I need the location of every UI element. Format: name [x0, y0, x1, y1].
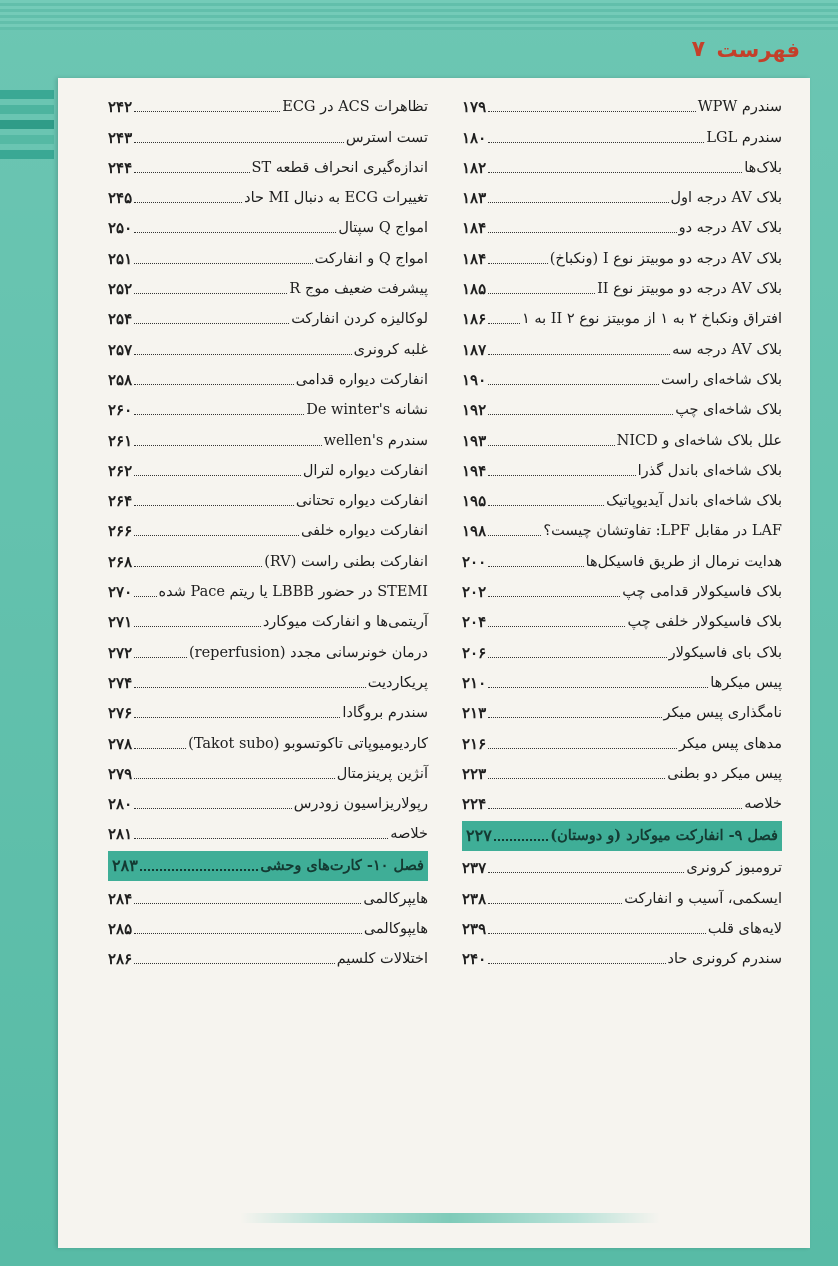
toc-entry-page: ۲۶۱ [108, 431, 133, 450]
toc-entry-page: ۱۸۴ [462, 219, 487, 238]
toc-entry-page: ۱۷۹ [462, 98, 487, 117]
toc-entry-title: فصل ۹- انفارکت میوکارد (و دوستان) [550, 827, 778, 845]
toc-chapter-heading [108, 851, 428, 881]
toc-entry-page: ۲۸۰ [108, 795, 133, 814]
toc-entry-page: ۲۷۸ [108, 734, 133, 753]
toc-entry-page: ۱۸۶ [462, 310, 487, 329]
toc-entry-page: ۲۱۶ [462, 734, 487, 753]
toc-entry [108, 122, 428, 152]
toc-entry-title: انفارکت دیواره لترال [302, 462, 428, 479]
toc-entry-title: پریکاردیت [367, 674, 428, 691]
toc-entry-title: انفارکت دیواره تحتانی [295, 493, 428, 510]
toc-entry [108, 183, 428, 213]
toc-entry [108, 607, 428, 637]
toc-entry-title: سندرم کرونری حاد [667, 951, 782, 968]
toc-entry-page: ۲۵۴ [108, 310, 133, 329]
dot-leader [134, 626, 261, 627]
toc-entry [108, 274, 428, 304]
toc-entry-title: اختلالات کلسیم [336, 951, 428, 968]
toc-entry-page: ۲۷۱ [108, 613, 133, 632]
toc-entry [108, 334, 428, 364]
toc-entry [462, 92, 782, 122]
top-decorative-band [0, 0, 838, 30]
dot-leader [134, 263, 312, 264]
dot-leader [134, 717, 340, 718]
toc-entry [462, 944, 782, 974]
toc-entry-title: نامگذاری پیس میکر [663, 705, 782, 722]
toc-entry-title: بلاک AV درجه دو موبیتز نوع II [597, 281, 782, 298]
toc-entry [108, 153, 428, 183]
toc-entry-page: ۲۵۱ [108, 249, 133, 268]
toc-entry-title: هایپرکالمی [363, 890, 428, 907]
toc-entry [108, 637, 428, 667]
page-header [600, 38, 800, 68]
toc-entry-title: افتراق ونکباخ ۲ به ۱ از موبیتز نوع II ۲ به ۱ [521, 311, 782, 328]
dot-leader [134, 963, 335, 964]
dot-leader [134, 778, 335, 779]
toc-entry-title: لایه‌های قلب [707, 921, 782, 938]
toc-entry [462, 243, 782, 273]
dot-leader [488, 717, 661, 718]
toc-entry-page: ۲۸۵ [108, 920, 133, 939]
toc-entry-page: ۲۷۲ [108, 643, 133, 662]
toc-entry-title: STEMI در حضور LBBB یا ریتم Pace شده [158, 584, 428, 601]
dot-leader [488, 354, 670, 355]
toc-entry-title: پیس میکر دو بطنی [667, 765, 782, 782]
toc-entry [108, 486, 428, 516]
toc-entry-title: انفارکت بطنی راست (RV) [264, 553, 428, 570]
dot-leader [488, 808, 742, 809]
toc-entry-title: بلاک شاخه‌ای چپ [675, 402, 782, 419]
toc-entry [108, 92, 428, 122]
toc-entry-page: ۲۳۷ [462, 859, 487, 878]
page-number: ۷ [691, 37, 705, 62]
toc-entry-title: تست استرس [345, 129, 428, 146]
toc-entry-title: علل بلاک شاخه‌ای و NICD [616, 432, 782, 449]
dot-leader [134, 172, 249, 173]
toc-entry-title: غلبه کرونری [353, 341, 428, 358]
toc-entry [108, 516, 428, 546]
toc-entry [462, 577, 782, 607]
toc-entry-title: بلاک AV درجه سه [672, 341, 782, 358]
dot-leader [488, 903, 622, 904]
dot-leader [494, 839, 549, 841]
toc-entry-page: ۲۸۶ [108, 950, 133, 969]
toc-entry-page: ۲۳۸ [462, 889, 487, 908]
toc-entry [108, 728, 428, 758]
dot-leader [488, 445, 614, 446]
toc-entry-page: ۱۹۵ [462, 492, 487, 511]
toc-entry-page: ۱۹۳ [462, 431, 487, 450]
dot-leader [134, 445, 321, 446]
toc-entry-title: بلاک شاخه‌ای راست [661, 371, 782, 388]
toc-entry-title: هایپوکالمی [363, 921, 428, 938]
dot-leader [488, 293, 595, 294]
toc-entry [108, 789, 428, 819]
toc-entry-page: ۱۸۷ [462, 340, 487, 359]
dot-leader [488, 263, 548, 264]
toc-entry-title: خلاصه [744, 796, 782, 813]
dot-leader [134, 535, 299, 536]
dot-leader [134, 903, 361, 904]
toc-entry-title: هدایت نرمال از طریق فاسیکل‌ها [585, 553, 782, 570]
toc-entry-page: ۱۸۰ [462, 128, 487, 147]
dot-leader [488, 111, 696, 112]
toc-entry-page: ۲۷۹ [108, 764, 133, 783]
toc-entry-title: بلاک‌ها [744, 159, 782, 176]
toc-entry [462, 304, 782, 334]
toc-entry [462, 759, 782, 789]
toc-entry-page: ۱۹۸ [462, 522, 487, 541]
dot-leader [134, 142, 344, 143]
toc-entry-page: ۲۸۱ [108, 825, 133, 844]
toc-entry-page: ۲۶۴ [108, 492, 133, 511]
dot-leader [488, 142, 704, 143]
toc-entry [462, 486, 782, 516]
toc-entry-page: ۲۵۷ [108, 340, 133, 359]
toc-column-right [462, 92, 782, 974]
dot-leader [488, 172, 742, 173]
dot-leader [488, 748, 677, 749]
dot-leader [488, 323, 520, 324]
dot-leader [134, 566, 262, 567]
toc-entry [462, 516, 782, 546]
decor-strip [0, 120, 54, 129]
toc-entry-page: ۲۰۲ [462, 583, 487, 602]
toc-entry-page: ۲۳۹ [462, 920, 487, 939]
toc-entry-page: ۲۲۳ [462, 764, 487, 783]
toc-entry [108, 819, 428, 849]
toc-entry-title: لوکالیزه کردن انفارکت [291, 311, 428, 328]
toc-entry-title: پیشرفت ضعیف موج R [289, 281, 428, 298]
dot-leader [134, 384, 294, 385]
toc-entry [108, 304, 428, 334]
toc-entry [108, 698, 428, 728]
toc-entry-title: تغییرات ECG به دنبال MI حاد [244, 190, 428, 207]
toc-entry-page: ۲۶۲ [108, 461, 133, 480]
toc-entry-page: ۲۵۰ [108, 219, 133, 238]
toc-entry [108, 365, 428, 395]
toc-entry [108, 395, 428, 425]
toc-entry-page: ۲۷۰ [108, 583, 133, 602]
dot-leader [488, 596, 620, 597]
dot-leader [488, 778, 665, 779]
toc-entry [108, 213, 428, 243]
toc-entry-page: ۲۱۰ [462, 673, 487, 692]
toc-entry [108, 546, 428, 576]
dot-leader [134, 838, 388, 839]
toc-entry-title: بلاک AV درجه دو [678, 220, 782, 237]
toc-entry-title: کاردیومیوپاتی تاکوتسوبو (Takot subo) [188, 735, 428, 752]
toc-entry-title: تظاهرات ACS در ECG [282, 99, 428, 116]
left-decorative-strips [0, 90, 54, 165]
toc-entry [462, 365, 782, 395]
decor-strip [0, 135, 54, 144]
toc-entry [462, 153, 782, 183]
toc-entry-page: ۱۹۰ [462, 370, 487, 389]
toc-entry-page: ۲۴۲ [108, 98, 133, 117]
dot-leader [488, 232, 676, 233]
toc-entry [462, 883, 782, 913]
toc-entry-title: بلاک AV درجه دو موبیتز نوع I (ونکباخ) [549, 250, 782, 267]
toc-entry-title: پیس میکرها [710, 674, 782, 691]
toc-entry-title: درمان خونرسانی مجدد (reperfusion) [189, 644, 428, 661]
toc-entry-page: ۲۷۶ [108, 704, 133, 723]
decor-strip [0, 90, 54, 99]
toc-entry [462, 546, 782, 576]
dot-leader [140, 869, 259, 871]
toc-entry-page: ۲۸۴ [108, 889, 133, 908]
toc-entry-title: ترومبوز کرونری [686, 860, 782, 877]
toc-entry [108, 425, 428, 455]
toc-entry-title: امواج Q و انفارکت [314, 250, 428, 267]
dot-leader [134, 111, 280, 112]
toc-entry-title: ایسکمی، آسیب و انفارکت [624, 890, 782, 907]
toc-entry-page: ۲۵۸ [108, 370, 133, 389]
toc-entry-page: ۲۶۶ [108, 522, 133, 541]
toc-entry-title: آنژین پرینزمتال [336, 765, 428, 782]
toc-entry [462, 213, 782, 243]
dot-leader [488, 566, 583, 567]
dot-leader [488, 535, 541, 536]
toc-entry-page: ۲۶۰ [108, 401, 133, 420]
dot-leader [134, 475, 301, 476]
dot-leader [134, 232, 336, 233]
dot-leader [134, 293, 287, 294]
toc-entry-title: بلاک AV درجه اول [670, 190, 782, 207]
toc-entry [462, 456, 782, 486]
toc-entry [108, 577, 428, 607]
toc-entry [462, 914, 782, 944]
toc-entry [462, 395, 782, 425]
toc-entry-title: اندازه‌گیری انحراف قطعه ST [251, 159, 428, 176]
toc-entry-page: ۲۰۰ [462, 552, 487, 571]
toc-entry-page: ۲۰۶ [462, 643, 487, 662]
toc-entry [108, 668, 428, 698]
dot-leader [134, 596, 156, 597]
toc-entry-page: ۲۲۷ [466, 826, 492, 846]
toc-entry-title: LAF در مقابل LPF: تفاوتشان چیست؟ [543, 523, 782, 540]
dot-leader [134, 748, 186, 749]
toc-column-left [108, 92, 428, 974]
toc-entry [108, 456, 428, 486]
dot-leader [488, 384, 659, 385]
toc-entry-page: ۲۵۲ [108, 280, 133, 299]
toc-entry-page: ۲۴۰ [462, 950, 487, 969]
toc-entry-title: بلاک فاسیکولار قدامی چپ [622, 584, 782, 601]
toc-entry-page: ۲۱۳ [462, 704, 487, 723]
toc-entry [108, 883, 428, 913]
toc-entry-page: ۲۶۸ [108, 552, 133, 571]
dot-leader [134, 657, 187, 658]
dot-leader [134, 354, 351, 355]
toc-entry-title: بلاک فاسیکولار خلفی چپ [627, 614, 782, 631]
dot-leader [488, 626, 625, 627]
toc-entry [108, 914, 428, 944]
decor-strip [0, 150, 54, 159]
toc-entry-page: ۲۴۵ [108, 189, 133, 208]
toc-entry-title: مدهای پیس میکر [678, 735, 782, 752]
toc-entry-page: ۱۸۳ [462, 189, 487, 208]
toc-entry-title: سندرم wellen's [323, 432, 428, 449]
toc-entry-page: ۲۴۳ [108, 128, 133, 147]
toc-entry-page: ۱۸۵ [462, 280, 487, 299]
toc-entry [108, 944, 428, 974]
page-title: فهرست [716, 38, 800, 62]
dot-leader [134, 687, 366, 688]
toc-entry-page: ۱۹۲ [462, 401, 487, 420]
dot-leader [134, 933, 362, 934]
dot-leader [134, 808, 292, 809]
dot-leader [134, 505, 294, 506]
toc-entry [462, 698, 782, 728]
dot-leader [488, 687, 708, 688]
dot-leader [134, 202, 242, 203]
toc-chapter-heading [462, 821, 782, 851]
toc-entry-title: بلاک شاخه‌ای باندل گذرا [637, 462, 782, 479]
toc-entry [462, 789, 782, 819]
toc-entry-title: بلاک بای فاسیکولار [668, 644, 782, 661]
toc-entry-title: رپولاریزاسیون زودرس [293, 796, 428, 813]
dot-leader [488, 872, 684, 873]
toc-entry-title: آریتمی‌ها و انفارکت میوکارد [262, 614, 428, 631]
dot-leader [488, 202, 668, 203]
toc-entry-page: ۱۹۴ [462, 461, 487, 480]
toc-entry [462, 637, 782, 667]
dot-leader [488, 475, 635, 476]
bottom-decorative-bar [240, 1213, 660, 1223]
toc-entry-page: ۱۸۴ [462, 249, 487, 268]
toc-entry-page: ۱۸۲ [462, 158, 487, 177]
toc-entry-title: انفارکت دیواره قدامی [295, 371, 428, 388]
toc-entry-title: انفارکت دیواره خلفی [301, 523, 428, 540]
dot-leader [488, 963, 665, 964]
toc-entry-page: ۲۸۳ [112, 856, 138, 876]
toc-entry [462, 728, 782, 758]
toc-entry [108, 759, 428, 789]
toc-entry-title: نشانه De winter's [306, 402, 428, 419]
toc-entry-page: ۲۴۴ [108, 158, 133, 177]
toc-entry-page: ۲۰۴ [462, 613, 487, 632]
dot-leader [488, 505, 604, 506]
toc-entry-title: سندرم WPW [697, 99, 782, 116]
toc-entry [462, 425, 782, 455]
toc-entry-title: خلاصه [390, 826, 428, 843]
dot-leader [134, 414, 304, 415]
toc-entry [462, 274, 782, 304]
toc-entry [462, 607, 782, 637]
toc-entry-title: بلاک شاخه‌ای باندل آیدیوپاتیک [606, 493, 782, 510]
toc-entry-title: فصل ۱۰- کارت‌های وحشی [260, 857, 424, 875]
toc-entry-page: ۲۲۴ [462, 795, 487, 814]
toc-entry [462, 122, 782, 152]
toc-entry [108, 243, 428, 273]
toc-entry-title: امواج Q سپتال [338, 220, 428, 237]
dot-leader [488, 657, 666, 658]
toc-entry [462, 668, 782, 698]
dot-leader [134, 323, 289, 324]
toc-entry [462, 334, 782, 364]
toc-entry-title: سندرم بروگادا [342, 705, 428, 722]
dot-leader [488, 414, 673, 415]
toc-entry [462, 183, 782, 213]
toc-entry-page: ۲۷۴ [108, 673, 133, 692]
dot-leader [488, 933, 706, 934]
toc-entry [462, 853, 782, 883]
toc-entry-title: سندرم LGL [706, 129, 782, 146]
decor-strip [0, 105, 54, 114]
